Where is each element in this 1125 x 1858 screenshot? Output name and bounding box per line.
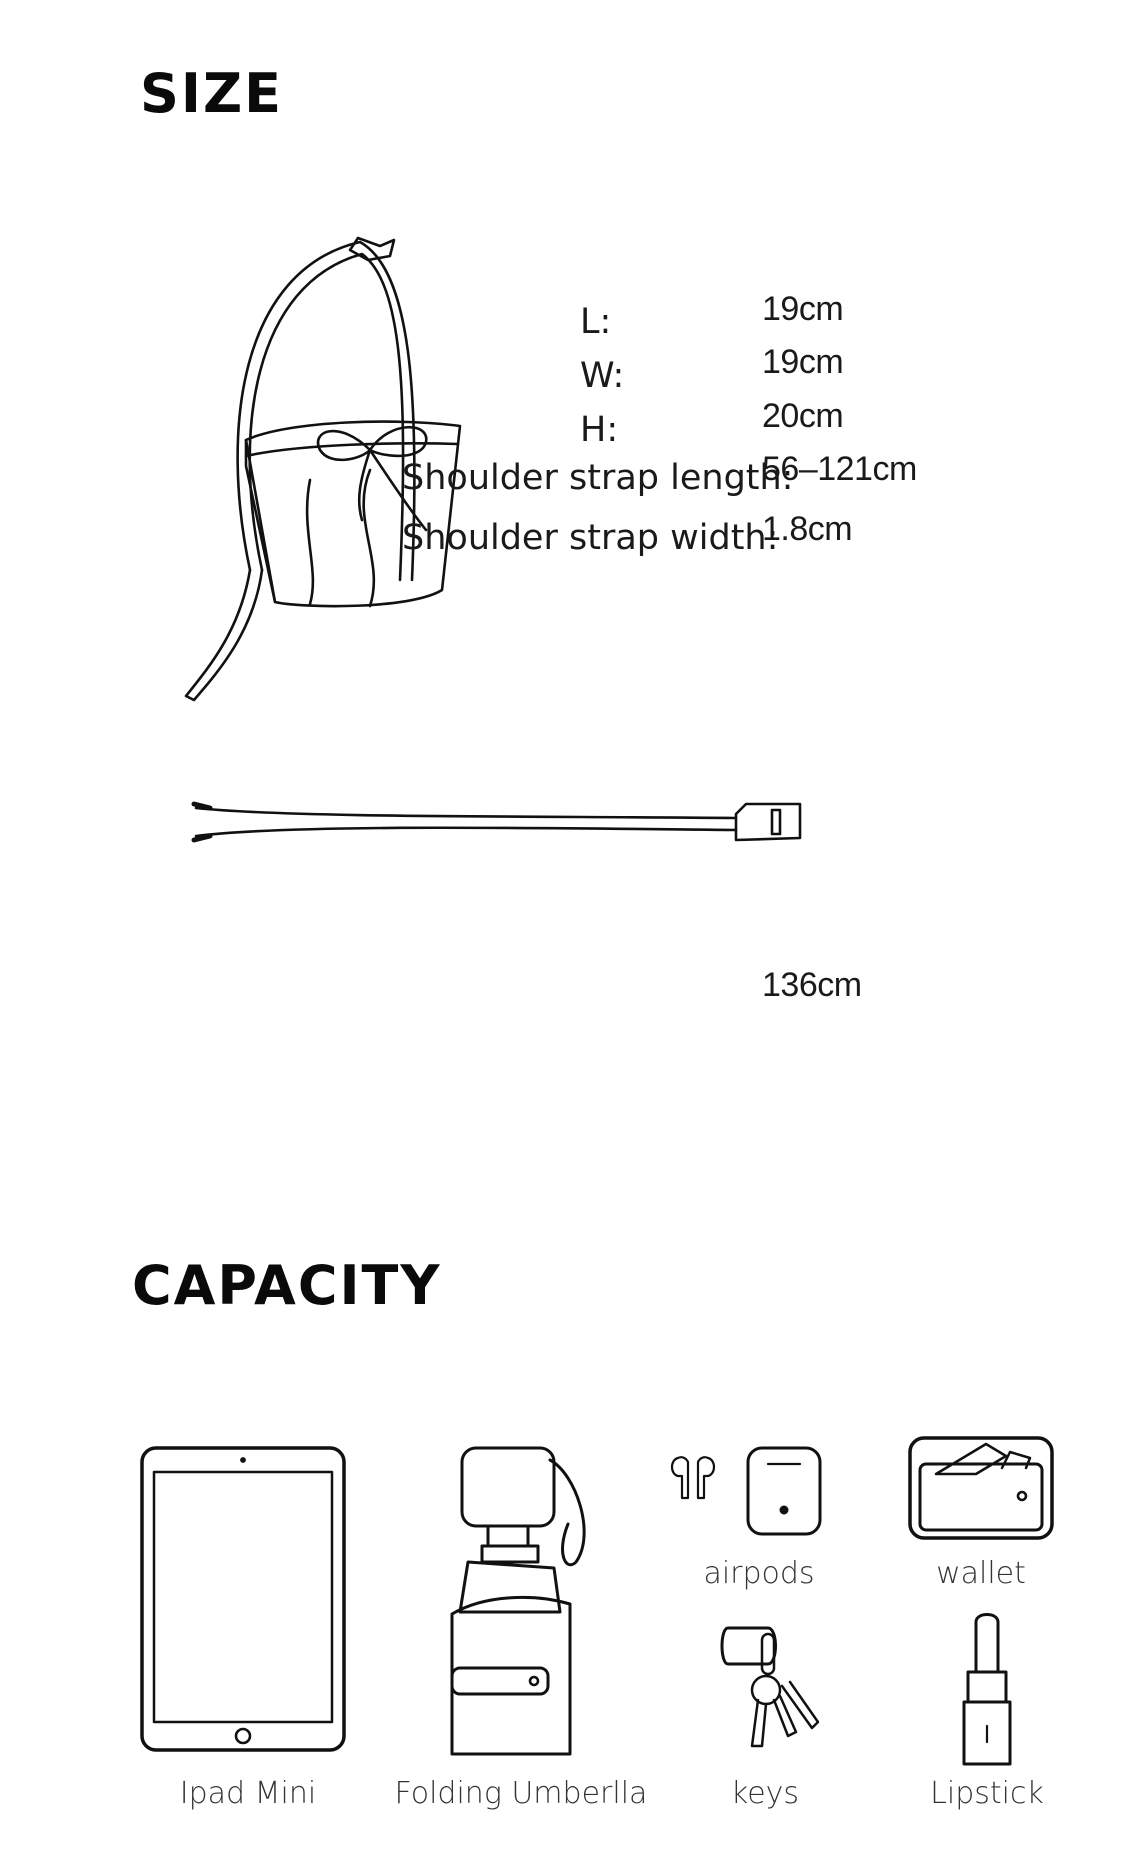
capacity-label-airpods: airpods: [703, 1556, 815, 1591]
lipstick-icon: [952, 1610, 1022, 1770]
capacity-label-lipstick: Lipstick: [930, 1776, 1044, 1811]
tablet-icon: [138, 1444, 348, 1754]
shoulder-strap-icon: [190, 800, 810, 860]
strap-total-length: 136cm: [762, 966, 862, 1004]
spec-label-length: L:: [580, 302, 612, 342]
spec-value-width: 19cm: [762, 343, 844, 381]
capacity-heading: CAPACITY: [132, 1254, 442, 1317]
umbrella-icon: [446, 1444, 596, 1764]
spec-value-strap-width: 1.8cm: [762, 510, 853, 548]
capacity-label-ipad-mini: Ipad Mini: [179, 1776, 317, 1811]
airpods-icon: [668, 1440, 828, 1540]
spec-label-strap-length: Shoulder strap length:: [402, 458, 794, 498]
keys-icon: [718, 1624, 828, 1754]
size-heading: SIZE: [140, 62, 284, 125]
capacity-label-wallet: wallet: [936, 1556, 1026, 1591]
spec-label-width: W:: [580, 356, 625, 396]
spec-label-strap-width: Shoulder strap width:: [402, 518, 779, 558]
wallet-icon: [906, 1434, 1056, 1544]
capacity-label-keys: keys: [730, 1776, 800, 1811]
spec-label-height: H:: [580, 410, 619, 450]
spec-value-strap-length: 56–121cm: [762, 450, 917, 488]
spec-value-height: 20cm: [762, 397, 844, 435]
spec-value-length: 19cm: [762, 290, 844, 328]
capacity-label-folding-umbrella: Folding Umberlla: [394, 1776, 648, 1811]
